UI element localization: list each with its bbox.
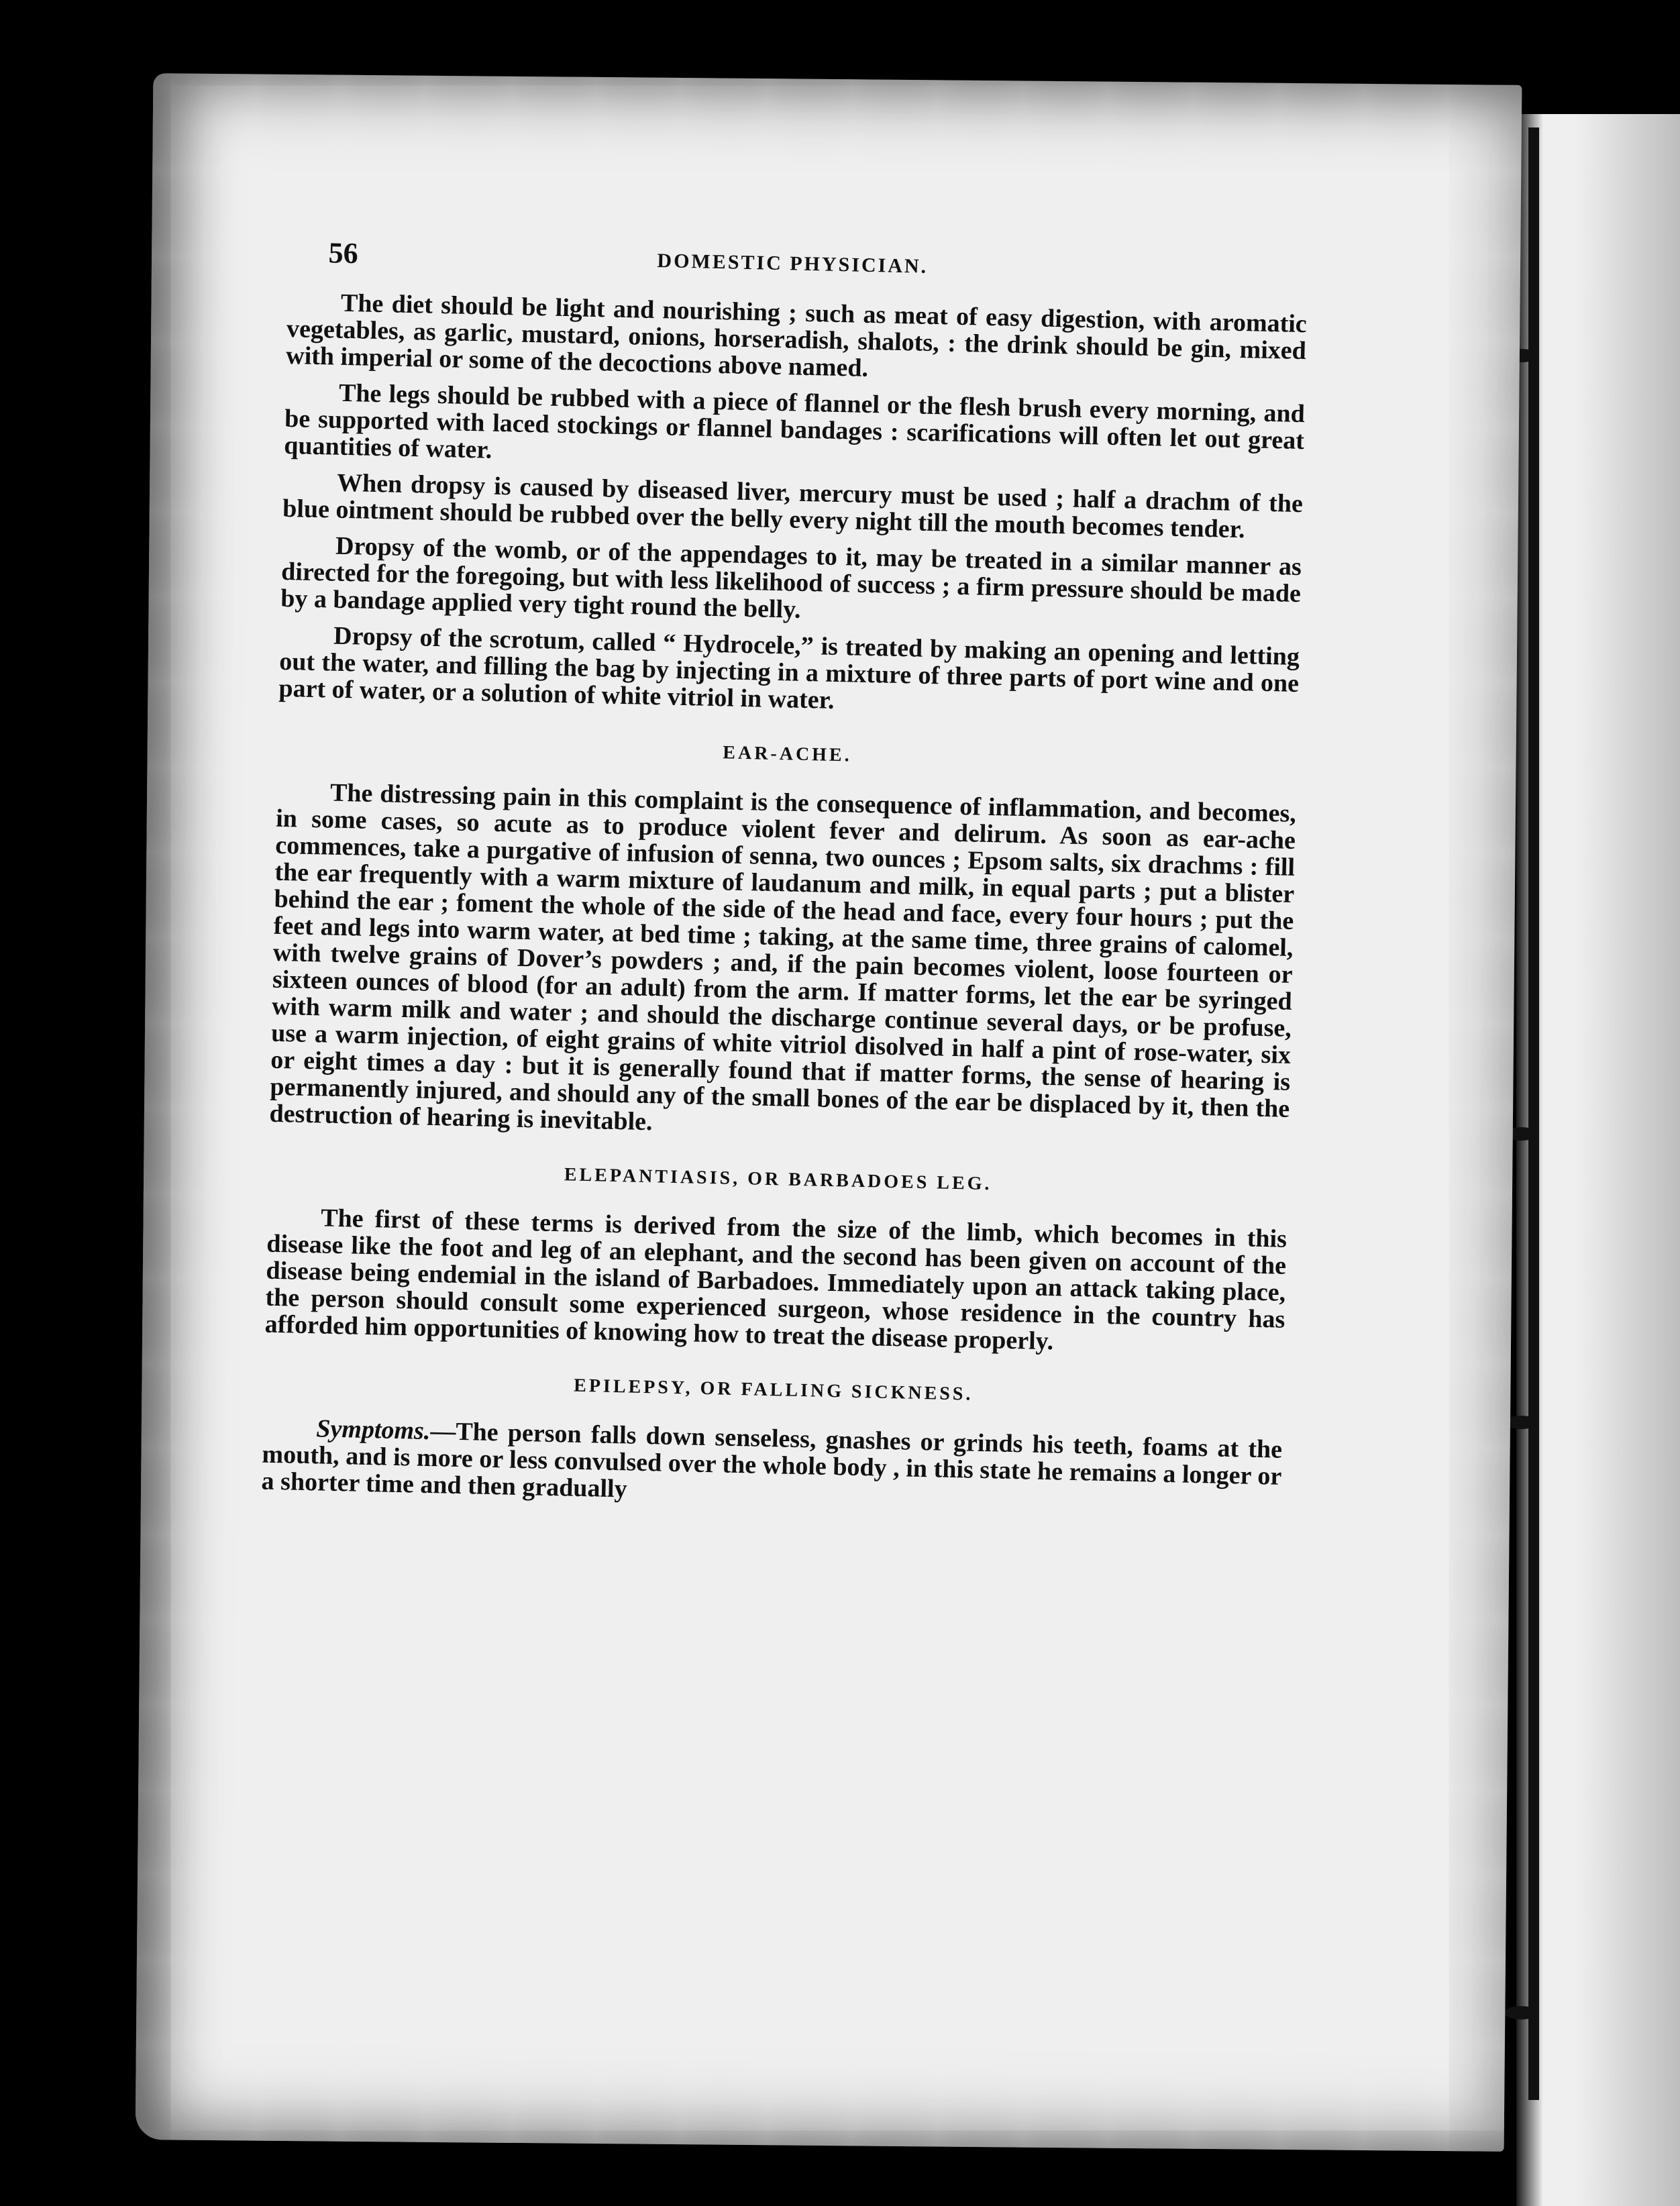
section-heading-elephantiasis: ELEPANTIASIS, OR BARBADOES LEG. (564, 1164, 992, 1195)
facing-page-edge (1516, 114, 1680, 2206)
paragraph: When dropsy is caused by diseased liver, mercury must be used ; half a drachm of the blue ointment should be rubbed over the belly every night till the mouth becomes tender. (282, 468, 1304, 544)
paragraph: Dropsy of the scrotum, called “ Hydrocele,” is treated by making an opening and letting out the water, and filling the bag by injecting in a mixture of three parts of port wine and one part of water, or a solution of white vitriol in water. (278, 621, 1300, 715)
book-spine-shadow (1528, 127, 1539, 2100)
paragraph: The first of these terms is derived from the size of the limb, which becomes in this disease like the foot and leg of an elephant, and the second has been given on account of the disease being endemial in the island of Barbadoes. Immediately upon an attack taking place, the person should consult some experienced surgeon, whose residence in the country has afforded him opportunities of knowing how to treat the disease properly. (264, 1204, 1288, 1356)
page-content (261, 236, 1308, 1526)
section-heading-ear-ache: EAR-ACHE. (723, 742, 852, 766)
section-heading-epilepsy: EPILEPSY, OR FALLING SICKNESS. (573, 1375, 974, 1405)
paragraph: The legs should be rubbed with a piece of flannel or the flesh brush every morning, and be supported with laced stockings or flannel bandages : scarifications will often let out great quantities of water. (283, 378, 1306, 464)
paragraph-symptoms (261, 1414, 1282, 1517)
paragraph-text: —The person falls down senseless, gnashes or grinds his teeth, foams at the mouth, and is more or less convulsed over the whole body , in this state he remains a longer or a shorter time and then gradually (261, 1417, 1283, 1504)
paragraph: The diet should be light and nourishing ; such as meat of easy digestion, with aromatic vegetables, as garlic, mustard, onions, horseradish, shalots, : the drink should be gin, mixed with imperial or some of the decoctions above named. (285, 288, 1308, 382)
paragraph: The distressing pain in this complaint is the consequence of inflammation, and becomes, in some cases, so acute as to produce violent fever and delirum. As soon as ear-ache commences, take a purgative of infusion of senna, two ounces ; Epsom salts, six drachms : fill the ear frequently with a warm mixture of laudanum and milk, in equal parts ; put a blister behind the ear ; foment the whole of the side of the head and face, every four hours ; put the feet and legs into warm water, at bed time ; taking, at the same time, three grains of calomel, with twelve grains of Dover’s powders ; and, if the pain becomes violent, loose fourteen or sixteen ounces of blood (for an adult) from the arm. If matter forms, let the ear be syringed with warm milk and water ; and should the discharge continue several days, or be profuse, use a warm injection, of eight grains of white vitriol disolved in half a pint of rose-water, six or eight times a day : but it is generally found that if matter forms, the sense of hearing is permanently injured, and should any of the small bones of the ear be displaced by it, then the destruction of hearing is inevitable. (269, 778, 1297, 1137)
running-head: DOMESTIC PHYSICIAN. (657, 249, 929, 278)
page-number: 56 (328, 236, 359, 270)
paragraph: Dropsy of the womb, or of the appendages to it, may be treated in a similar manner as directed for the foregoing, but with less likelihood of success ; a firm pressure should be made by a bandage applied very tight round the belly. (280, 531, 1302, 624)
binding-mark (1504, 2006, 1538, 2019)
symptoms-label: Symptoms. (315, 1414, 431, 1446)
